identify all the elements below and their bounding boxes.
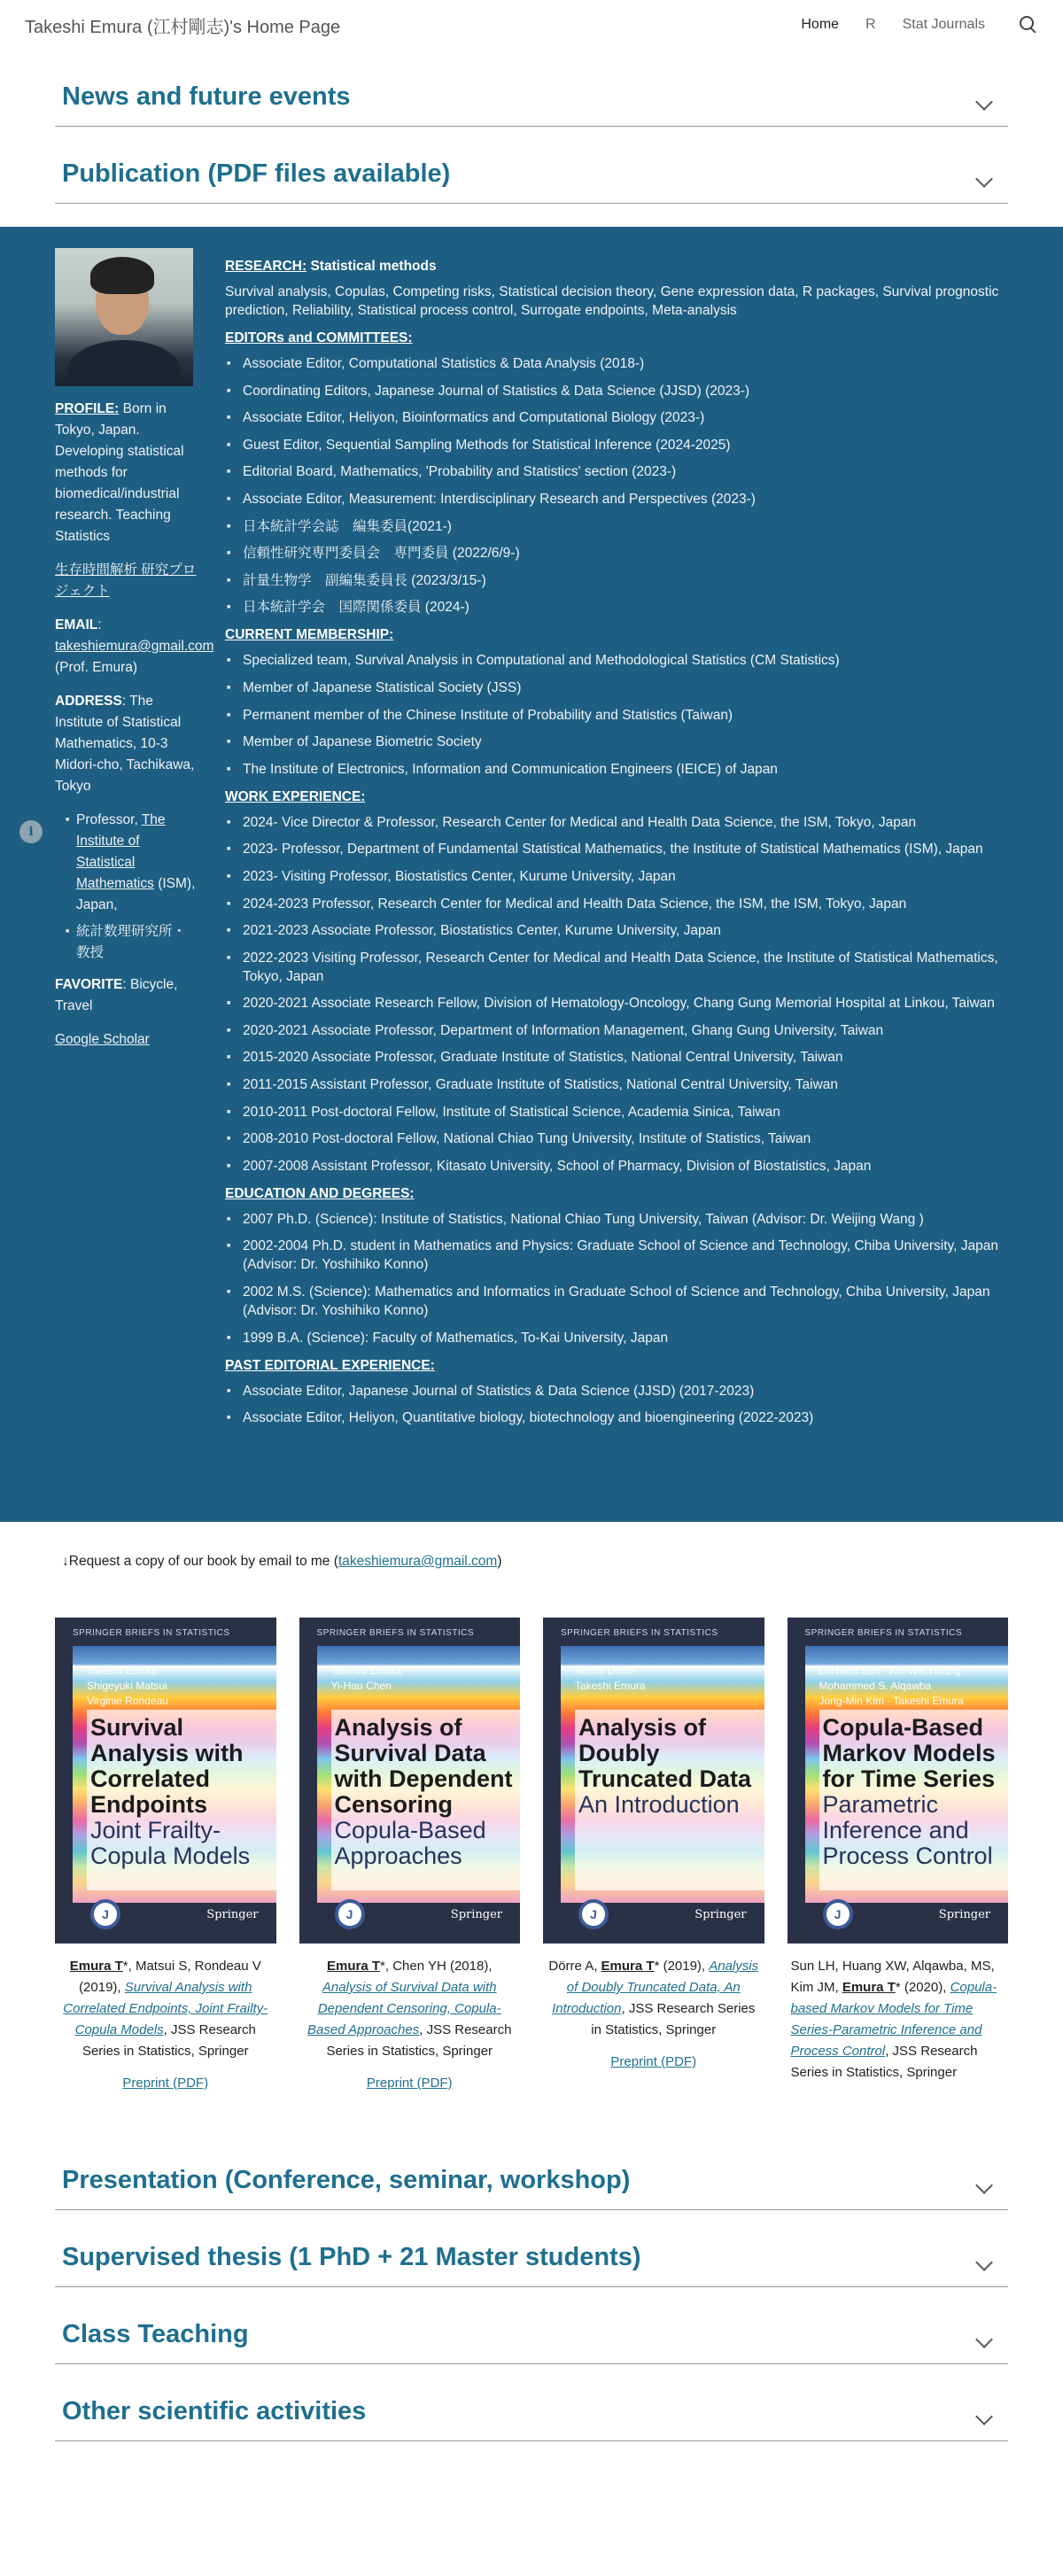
caption-post: , JSS Research Series in Statistics, Springer [591, 2001, 756, 2037]
cover-author: Li-Hsien Sun · Xin-Wei Huang [819, 1664, 961, 1677]
book-caption [788, 1956, 1009, 2083]
heading-text: EDITORs and COMMITTEES: [225, 330, 413, 345]
cover-series: SPRINGER BRIEFS IN STATISTICS [73, 1628, 230, 1638]
research-text: Survival analysis, Copulas, Competing risks, Statistical decision theory, Gene expression data, R packages, Survival prognostic prediction, Reliability, Statistical process control, Surrogate endpoints, Meta-analysis [225, 284, 999, 318]
list-item: ■ 日本統計学会 国際関係委員 (2024-) [225, 598, 1009, 617]
book-caption [55, 1956, 276, 2094]
cover-author: Takeshi Emura [87, 1664, 158, 1677]
cover-title-text: Survival Analysis with Correlated Endpoints [90, 1714, 244, 1818]
google-scholar-link[interactable]: Google Scholar [55, 1032, 150, 1047]
cover-subtitle: Joint Frailty-Copula Models [90, 1817, 251, 1869]
main-nav [801, 15, 1038, 35]
address-block: ADDRESS: The Institute of Statistical Mathematics, 10-3 Midori-cho, Tachikawa, Tokyo [55, 694, 195, 794]
list-item: ■ 2023- Visiting Professor, Biostatistics Center, Kurume University, Japan [225, 867, 1009, 886]
cover-title-text: Copula-Based Markov Models for Time Series [822, 1714, 996, 1792]
book-card [299, 1618, 521, 2094]
list-item: ■ 2007-2008 Assistant Professor, Kitasato University, School of Pharmacy, Division of Biostatistics, Japan [225, 1157, 1009, 1175]
request-text: ↓Request a copy of our book by email to me ( [62, 1554, 338, 1569]
list-item: ■ 統計数理研究所・教授 [55, 921, 197, 964]
list-item: ■ Member of Japanese Biometric Society [225, 733, 1009, 751]
section-class-teaching[interactable] [55, 2287, 1008, 2364]
cover-authors [819, 1664, 964, 1709]
caption-author: Emura T [327, 1959, 381, 1974]
jss-logo-icon: J [90, 1899, 120, 1929]
preprint-link[interactable]: Preprint (PDF) [366, 2076, 453, 2091]
list-item: ■ Associate Editor, Heliyon, Bioinformatics and Computational Biology (2023-) [225, 408, 1009, 427]
list-item: ■ 2007 Ph.D. (Science): Institute of Statistics, National Chiao Tung University, Taiwan (Advisor: Dr. Weijing Wang ) [225, 1210, 1009, 1229]
cover-series: SPRINGER BRIEFS IN STATISTICS [561, 1628, 718, 1638]
heading-text: WORK EXPERIENCE: [225, 788, 366, 804]
cover-authors [87, 1664, 168, 1709]
section-supervised-thesis[interactable] [55, 2210, 1008, 2287]
nav-stat-journals[interactable]: Stat Journals [902, 17, 985, 32]
list-item: ■ Coordinating Editors, Japanese Journal of Statistics & Data Science (JJSD) (2023-) [225, 382, 1009, 400]
caption-mid: * (2019), [654, 1959, 710, 1974]
list-item: ■ 信頼性研究専門委員会 専門委員 (2022/6/9-) [225, 544, 1009, 563]
list-item: ■ 2022-2023 Visiting Professor, Research Center for Medical and Health Data Science, the Institute of Statistical Mathematics, Tokyo, Japan [225, 949, 1009, 986]
email-label: EMAIL [55, 617, 98, 632]
profile-main [225, 248, 1009, 1436]
jss-logo-icon: J [335, 1899, 365, 1929]
chevron-down-icon[interactable] [975, 2408, 993, 2425]
list-item: ■ 2020-2021 Associate Professor, Department of Information Management, Ghang Gung University, Taiwan [225, 1021, 1009, 1040]
list-item: ■ Associate Editor, Heliyon, Quantitative biology, biotechnology and bioengineering (2022-2023) [225, 1408, 1009, 1427]
ism-link[interactable]: The Institute of Statistical Mathematics [76, 812, 166, 891]
cover-title [823, 1715, 1002, 1869]
nav-home[interactable]: Home [801, 17, 840, 32]
section-other-activities[interactable] [55, 2364, 1008, 2441]
list-item: ■ Editorial Board, Mathematics, 'Probability and Statistics' section (2023-) [225, 462, 1009, 481]
book-title-link[interactable]: Copula-based Markov Models for Time Series-Parametric Inference and Process Control [790, 1980, 997, 2059]
jss-logo-icon: J [823, 1899, 853, 1929]
top-bar [0, 0, 1063, 50]
list-item: ■ 1999 B.A. (Science): Faculty of Mathematics, To-Kai University, Japan [225, 1329, 1009, 1347]
list-item: ■ 2020-2021 Associate Research Fellow, Division of Hematology-Oncology, Chang Gung Memorial Hospital at Linkou, Taiwan [225, 994, 1009, 1013]
affil-prefix: Professor, [76, 812, 138, 827]
past-editorial-heading [225, 1356, 1009, 1375]
address-label: ADDRESS [55, 694, 122, 709]
caption-mid: *, Matsui S, Rondeau V (2019), [79, 1959, 261, 1995]
preprint-link[interactable]: Preprint (PDF) [610, 2054, 697, 2069]
section-title: Other scientific activities [62, 2397, 367, 2425]
springer-logo: Springer [938, 1908, 990, 1921]
book-title-link[interactable]: Analysis of Survival Data with Dependent Censoring, Copula-Based Approaches [307, 1980, 501, 2037]
email-note: (Prof. Emura) [55, 660, 138, 675]
cover-title-text: Analysis of Survival Data with Dependent Censoring [334, 1714, 513, 1818]
section-title: Supervised thesis (1 PhD + 21 Master students) [62, 2243, 641, 2271]
profile-band [0, 227, 1063, 1522]
book-cover[interactable] [788, 1618, 1009, 1944]
list-item: ■ Associate Editor, Computational Statistics & Data Analysis (2018-) [225, 354, 1009, 373]
membership-list [225, 651, 1009, 778]
request-close: ) [497, 1554, 502, 1569]
work-heading [225, 788, 1009, 806]
heading-text: EDUCATION AND DEGREES: [225, 1185, 415, 1201]
list-item: ■ Member of Japanese Statistical Society (JSS) [225, 679, 1009, 697]
springer-logo: Springer [206, 1908, 259, 1921]
jss-logo-icon: J [578, 1899, 609, 1929]
section-title: News and future events [62, 82, 351, 111]
cover-subtitle: Copula-Based Approaches [334, 1817, 486, 1869]
list-item: ■ Permanent member of the Chinese Institute of Probability and Statistics (Taiwan) [225, 706, 1009, 725]
caption-post: , JSS Research Series in Statistics, Springer [790, 2044, 978, 2080]
list-item: ■ 日本統計学会誌 編集委員(2021-) [225, 517, 1009, 536]
editors-list [225, 354, 1009, 617]
list-item: ■ 2024- Vice Director & Professor, Research Center for Medical and Health Data Science, the ISM, Tokyo, Japan [225, 813, 1009, 832]
cover-author: Jong-Min Kim · Takeshi Emura [819, 1695, 964, 1707]
membership-heading [225, 625, 1009, 644]
cover-author: Takeshi Emura [330, 1664, 401, 1677]
section-news[interactable] [55, 50, 1008, 127]
caption-author: Emura T [842, 1980, 896, 1995]
chevron-down-icon[interactable] [975, 2254, 993, 2271]
list-item: ■ 2015-2020 Associate Professor, Graduate Institute of Statistics, National Central University, Taiwan [225, 1048, 1009, 1067]
list-item: ■ 2002-2004 Ph.D. student in Mathematics and Physics: Graduate School of Science and Technology, Chiba University, Japan (Advisor: Dr. Yoshihiko Konno) [225, 1237, 1009, 1274]
chevron-down-icon[interactable] [975, 93, 993, 111]
section-title: Class Teaching [62, 2320, 249, 2348]
preprint-link[interactable]: Preprint (PDF) [122, 2076, 209, 2091]
book-request-line [62, 1554, 1063, 1570]
past-editorial-list [225, 1382, 1009, 1428]
affiliation-list [55, 810, 197, 964]
section-presentation[interactable] [55, 2133, 1008, 2210]
heading-text: CURRENT MEMBERSHIP: [225, 627, 394, 643]
nav-r[interactable]: R [865, 17, 876, 32]
research-label: RESEARCH: [225, 259, 307, 274]
list-item: ■ The Institute of Electronics, Information and Communication Engineers (IEICE) of Japan [225, 760, 1009, 779]
research-heading [225, 257, 1009, 275]
list-item: ■ 計量生物学 副編集委員長 (2023/3/15-) [225, 571, 1009, 590]
caption-post: , JSS Research Series in Statistics, Springer [81, 2022, 256, 2059]
chevron-down-icon[interactable] [975, 2331, 993, 2348]
list-item [55, 810, 197, 916]
cover-series: SPRINGER BRIEFS IN STATISTICS [804, 1628, 962, 1638]
favorite-label: FAVORITE [55, 977, 123, 992]
profile-label: PROFILE: [55, 401, 120, 416]
work-list [225, 813, 1009, 1175]
book-title-link[interactable]: Survival Analysis with Correlated Endpoints, Joint Frailty-Copula Models [63, 1980, 268, 2037]
list-item: ■ Guest Editor, Sequential Sampling Methods for Statistical Inference (2024-2025) [225, 436, 1009, 454]
caption-pre: Sun LH, Huang XW, Alqawba, MS, Kim JM, [790, 1959, 995, 1995]
section-publication[interactable] [55, 127, 1008, 204]
list-item: ■ Associate Editor, Measurement: Interdisciplinary Research and Perspectives (2023-) [225, 490, 1009, 508]
cover-authors [575, 1664, 645, 1694]
book-title-link[interactable]: Analysis of Doubly Truncated Data, An Introduction [552, 1959, 759, 2016]
caption-mid: *, Chen YH (2018), [380, 1959, 493, 1974]
editors-heading [225, 329, 1009, 347]
education-list [225, 1210, 1009, 1347]
cover-title [335, 1715, 514, 1869]
cover-author: Takeshi Emura [575, 1680, 646, 1692]
section-title: Presentation (Conference, seminar, workshop) [62, 2166, 631, 2194]
list-item: ■ 2024-2023 Professor, Research Center for Medical and Health Data Science, the ISM, the ISM, Tokyo, Japan [225, 895, 1009, 913]
email-block: EMAIL: takeshiemura@gmail.com (Prof. Emura) [55, 617, 214, 675]
chevron-down-icon[interactable] [975, 170, 993, 188]
list-item: ■ 2008-2010 Post-doctoral Fellow, National Chiao Tung University, Institute of Statistics, Taiwan [225, 1129, 1009, 1148]
cover-authors [331, 1664, 401, 1694]
cover-author: Achim Dörre [575, 1664, 634, 1677]
caption-author: Emura T [601, 1959, 655, 1974]
cover-subtitle: Parametric Inference and Process Control [822, 1791, 993, 1869]
caption-mid: * (2020), [895, 1980, 950, 1995]
request-email-link[interactable]: takeshiemura@gmail.com [338, 1554, 498, 1569]
cover-author: Yi-Hau Chen [330, 1680, 392, 1692]
profile-block [55, 399, 197, 547]
education-heading [225, 1184, 1009, 1203]
project-link[interactable]: 生存時間解析 研究プロジェクト [55, 563, 197, 599]
book-cover[interactable] [299, 1618, 521, 1944]
bottom-sections [0, 2133, 1063, 2441]
email-link[interactable]: takeshiemura@gmail.com [55, 639, 214, 654]
cover-series: SPRINGER BRIEFS IN STATISTICS [316, 1628, 474, 1638]
book-card [788, 1618, 1009, 2094]
cover-author: Virginie Rondeau [87, 1695, 168, 1707]
caption-pre: Dörre A, [548, 1959, 601, 1974]
caption-author: Emura T [69, 1959, 123, 1974]
list-item: ■ 2002 M.S. (Science): Mathematics and Informatics in Graduate School of Science and Technology, Chiba University, Japan (Advisor: Dr. Yoshihiko Konno) [225, 1283, 1009, 1320]
favorite-text: Bicycle, Travel [55, 977, 178, 1013]
springer-logo: Springer [450, 1908, 502, 1921]
book-caption [299, 1956, 521, 2094]
profile-photo [55, 248, 193, 386]
book-card [55, 1618, 276, 2094]
chevron-down-icon[interactable] [975, 2176, 993, 2194]
cover-title [578, 1715, 757, 1818]
springer-logo: Springer [694, 1908, 747, 1921]
cover-title-text: Analysis of Doubly Truncated Data [578, 1714, 752, 1792]
books-row [55, 1618, 1008, 2094]
search-icon[interactable] [1019, 15, 1038, 35]
research-title: Statistical methods [310, 259, 437, 274]
cover-subtitle: An Introduction [578, 1791, 740, 1818]
favorite-block: FAVORITE: Bicycle, Travel [55, 977, 178, 1013]
info-icon[interactable]: i [19, 820, 43, 843]
book-cover[interactable] [543, 1618, 764, 1944]
address-text: The Institute of Statistical Mathematics, 10-3 Midori-cho, Tachikawa, Tokyo [55, 694, 195, 794]
profile-sidebar [55, 248, 214, 1063]
caption-post: , JSS Research Series in Statistics, Springer [326, 2022, 512, 2059]
cover-author: Shigeyuki Matsui [87, 1680, 167, 1692]
list-item: ■ Associate Editor, Japanese Journal of Statistics & Data Science (JJSD) (2017-2023) [225, 1382, 1009, 1401]
book-caption [543, 1956, 764, 2073]
site-title[interactable]: Takeshi Emura (江村剛志)'s Home Page [25, 17, 341, 37]
heading-text: PAST EDITORIAL EXPERIENCE: [225, 1357, 435, 1373]
affil-suffix: (ISM), Japan, [76, 876, 196, 912]
list-item: ■ 2010-2011 Post-doctoral Fellow, Institute of Statistical Science, Academia Sinica, Taiwan [225, 1103, 1009, 1121]
list-item: ■ 2011-2015 Assistant Professor, Graduate Institute of Statistics, National Central University, Taiwan [225, 1075, 1009, 1094]
list-item: ■ 2023- Professor, Department of Fundamental Statistical Mathematics, the Institute of Statistical Mathematics (ISM), Japan [225, 840, 1009, 858]
cover-title [90, 1715, 269, 1869]
book-card [543, 1618, 764, 2094]
list-item: ■ 2021-2023 Associate Professor, Biostatistics Center, Kurume University, Japan [225, 921, 1009, 940]
section-title: Publication (PDF files available) [62, 159, 451, 188]
cover-author: Mohammed S. Alqawba [819, 1680, 932, 1692]
list-item: ■ Specialized team, Survival Analysis in Computational and Methodological Statistics (CM Statistics) [225, 651, 1009, 670]
profile-text: Born in Tokyo, Japan. Developing statistical methods for biomedical/industrial research. Teaching Statistics [55, 401, 184, 544]
book-cover[interactable] [55, 1618, 276, 1944]
